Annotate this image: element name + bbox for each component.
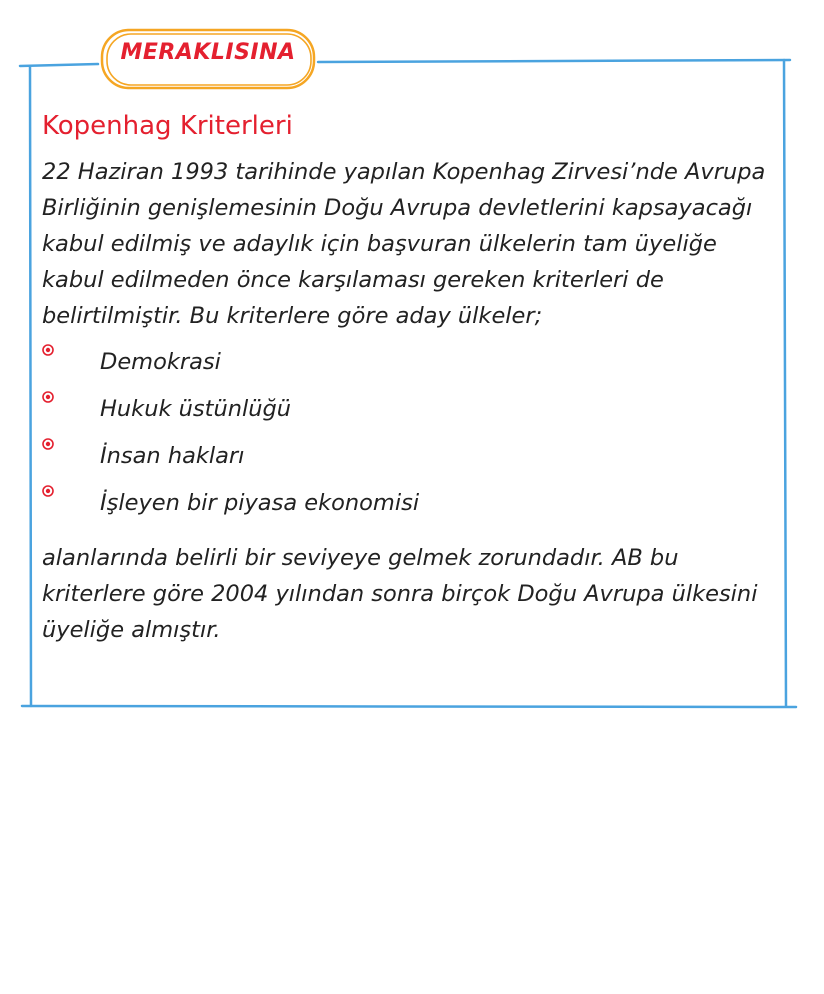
conclusion-paragraph: alanlarında belirli bir seviyeye gelmek zorundadır. AB bu kriterlere göre 2004 yılından sonra birçok Doğu Avrupa ülkesini üyeliğe almıştır. [42,545,758,643]
bullet-icon [42,344,54,356]
list-item [42,438,782,485]
badge-label: MERAKLISINA [120,40,296,65]
criterion-label: İnsan hakları [100,443,245,469]
bullet-icon [42,391,54,403]
bullet-icon [42,485,54,497]
criteria-list [42,344,782,532]
criterion-label: Demokrasi [100,349,221,375]
box-heading: Kopenhag Kriterleri [42,111,293,141]
criterion-label: İşleyen bir piyasa ekonomisi [100,490,420,516]
bullet-icon [42,438,54,450]
intro-paragraph: 22 Haziran 1993 tarihinde yapılan Kopenhag Zirvesi’nde Avrupa Birliğinin genişlemesinin Doğu Avrupa devletlerini kapsayacağı kabul edilmiş ve adaylık için başvuran ülkelerin tam üyeliğe kabul edilmeden önce karşılaması gereken kriterleri de belirtilmiştir. Bu kriterlere göre aday ülkeler; [42,159,766,329]
list-item [42,485,782,532]
criterion-label: Hukuk üstünlüğü [100,396,292,422]
list-item [42,344,782,391]
box-content [42,108,782,648]
list-item [42,391,782,438]
